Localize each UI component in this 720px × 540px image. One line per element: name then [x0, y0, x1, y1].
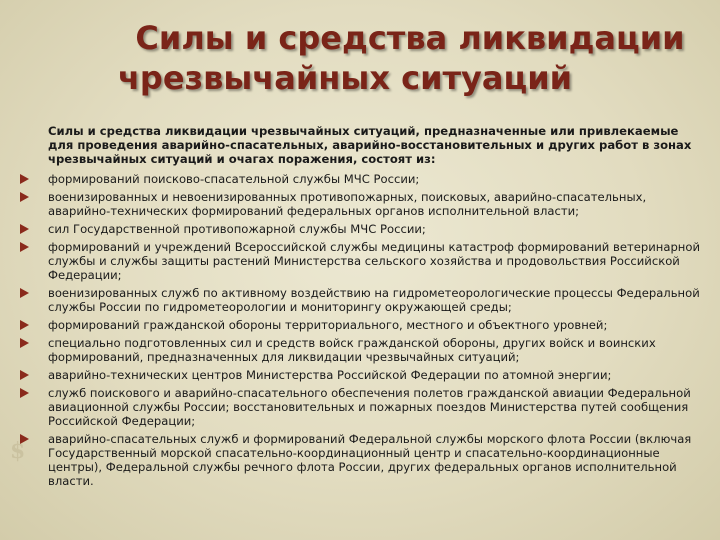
- list-item-text: аварийно-спасательных служб и формирований Федеральной службы морского флота России (включая Государственный морской спасательно-координационный центр и спасательно-координационные центры), Федеральной службы речного флота России, других федеральных органов исполнительной власти.: [48, 432, 692, 488]
- arrow-bullet-icon: [20, 320, 29, 330]
- list-item: [18, 222, 702, 236]
- list-item: [18, 368, 702, 382]
- arrow-bullet-icon: [20, 388, 29, 398]
- list-item-text: сил Государственной противопожарной службы МЧС России;: [48, 222, 426, 236]
- arrow-bullet-icon: [20, 288, 29, 298]
- list-item: [18, 318, 702, 332]
- list-item: [18, 432, 702, 488]
- arrow-bullet-icon: [20, 192, 29, 202]
- slide-content: [18, 124, 702, 492]
- list-item: [18, 336, 702, 364]
- list-item: [18, 386, 702, 428]
- list-item-text: формирований гражданской обороны территориального, местного и объектного уровней;: [48, 318, 608, 332]
- list-item-text: военизированных и невоенизированных противопожарных, поисковых, аварийно-спасательных, аварийно-технических формирований федеральных органов исполнительной власти;: [48, 190, 647, 218]
- title-line-1: Силы и средства ликвидации: [135, 19, 685, 57]
- arrow-bullet-icon: [20, 224, 29, 234]
- slide-title: [60, 18, 700, 98]
- arrow-bullet-icon: [20, 338, 29, 348]
- arrow-bullet-icon: [20, 242, 29, 252]
- arrow-bullet-icon: [20, 174, 29, 184]
- arrow-bullet-icon: [20, 434, 29, 444]
- arrow-bullet-icon: [20, 370, 29, 380]
- list-item: [18, 190, 702, 218]
- list-item: [18, 240, 702, 282]
- list-item-text: военизированных служб по активному воздействию на гидрометеорологические процессы Федеральной службы России по гидрометеорологии и мониторингу окружающей среды;: [48, 286, 700, 314]
- intro-paragraph: Силы и средства ликвидации чрезвычайных ситуаций, предназначенные или привлекаемые для проведения аварийно-спасательных, аварийно-восстановительных и других работ в зонах чрезвычайных ситуаций и очагах поражения, состоят из:: [48, 124, 692, 166]
- dollar-watermark-icon: $: [10, 438, 26, 464]
- list-item-text: формирований поисково-спасательной службы МЧС России;: [48, 172, 420, 186]
- list-item-text: специально подготовленных сил и средств войск гражданской обороны, других войск и воинских формирований, предназначенных для ликвидации чрезвычайных ситуаций;: [48, 336, 656, 364]
- list-item: [18, 172, 702, 186]
- list-item-text: аварийно-технических центров Министерства Российской Федерации по атомной энергии;: [48, 368, 612, 382]
- list-item: [18, 286, 702, 314]
- list-item-text: формирований и учреждений Всероссийской службы медицины катастроф формирований ветеринарной службы и службы защиты растений Министерства сельского хозяйства и продовольствия Российской Федерации;: [48, 240, 701, 282]
- list-item-text: служб поискового и аварийно-спасательного обеспечения полетов гражданской авиации Федеральной авиационной службы России; восстановительных и пожарных поездов Министерства путей сообщения Российской Федерации;: [48, 386, 691, 428]
- title-line-2: чрезвычайных ситуаций: [117, 59, 573, 97]
